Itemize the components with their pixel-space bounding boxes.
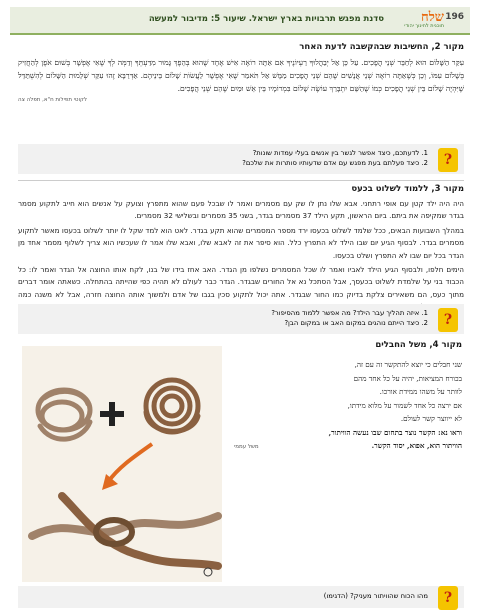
question-item: 2. כיצד הייתם נוהגים במקום האב או במקום הבן? [284,319,428,327]
question-item: 1. איזה תהליך עבר הילד? מה אפשר ללמוד מהסיפור? [271,309,428,317]
logo: שלח [421,10,444,25]
poem-line: אם ירצה כל אחד לשמור על מלוא מידתו, [347,400,462,410]
questions-list-2 [271,308,428,328]
questions-box-3 [18,586,464,608]
poem-line: הוויתור הוא, אפוא, יסוד הקשר. [371,441,462,450]
poem-line: לוותר על משהו ממידת אורכו. [379,387,462,396]
logo-subtitle: תוכנית לחינוך יהודי [404,23,444,29]
source-4-title-block [234,340,462,354]
poem-line: לא ייווצר קשר לעולם. [400,414,462,423]
questions-box-2 [18,304,464,334]
question-icon: ? [438,308,458,332]
source-2-attribution: לקוטי תפילות ח"א, תפלה צה [18,97,88,103]
source-3-paragraph: הימים חלפו, ולבסוף הגיע הילד לאביו ואמר לו שכל המסמרים נשלפו מן הגדר. האב אחז בידו של בנו, לקח אותו החוצה אל הגדר ואמר לו: כל הכבוד בני על שלמדת לשלוט בכעסך, אבל הסתכל נא אל החורים שבגדר. הגדר כבר לעולם לא תהיה כפי שהייתה בהתחלה. כשאתה אומר דברים מתוך כעס, הם משאירים צלקת בדיוק כמו החור שבגדר. אתה יכול לתקוע סכין בגבו של אדם ולמשוך אותה החוצה חזרה, אבל לא משנה כמה [18,265,464,299]
source-2 [18,42,464,103]
questions-box-1 [18,144,464,174]
source-3 [18,184,464,320]
page-number: 196 [445,12,464,22]
page-header [10,7,470,35]
poem-line: שני חבלים כי יוצא להתקשר זה עם זה, [354,360,462,369]
source-2-text: עִקַּר הַשָּׁלוֹם הוּא לְחַבֵּר שְׁנֵי הֲפָכִים. עַל כֵּן אַל יְבַהֲלוּךָ רַעְיוֹנֶיךָ אִם אַתָּה רוֹאֶה אִישׁ אֶחָד שֶׁהוּא בְּהֵפֶךְ גָּמוּר מִדַּעְתְּךָ וְדַמְּה לְךָ שֶׁאִי אֶפְשָׁר בְּשׁוּם אֹפֶן לְהַחֲזִיק בְּשָׁלוֹם עִמּוֹ, וְכֵן כְּשֶׁאַתָּה רוֹאֶה שְׁנֵי אֲנָשִׁים שֶׁהֵם שְׁנֵי הֲפָכִים מַמָּשׁ אַל תֹּאמַר שֶׁאִי אֶפְשָׁר לַעֲשׂוֹת שָׁלוֹם בֵּינֵיהֶם. אַדְּרַבָּא זֶהוּ עִקַּר שְׁלֵמוּת הַשָּׁלוֹם לְהִשְׁתַּדֵּל שֶׁיִּהְיֶה שָׁלוֹם בֵּין שְׁנֵי הֲפָכִים כְּמוֹ שֶׁהַשֵּׁם יִתְבָּרַךְ עוֹשֶׂה שָׁלוֹם בִּמְרוֹמָיו בֵּין אֵשׁ וּמַיִם שֶׁהֵם שְׁנֵי הֲפָכִים. [18,58,464,93]
source-4-attribution: משל עממי [234,443,259,450]
footer-question: מהו הכוח שהוויתור מעניק? (הדגימו) [323,592,428,600]
poem-line: וראו נא: הקשר נוצר בתחום שבו נעשה הוויתור, [328,427,462,437]
source-3-paragraph: היה היה ילד קטן עם אופי רתחני. אבא שלו נתן לו שק עם מסמרים ואמר לו שבכל פעם שהוא מתפרץ וצועק על אנשים הוא חייב לתקוע מסמר בגדר שמקיפה את ביתם. ביום הראשון, תקע הילד 37 מסמרים בגדר, בשני 35 מסמרים ובשלישי 32 מסמרים. [18,199,464,221]
series-title: סדנת מפגש תרבויות בארץ ישראל. שיעור 5: מדיבור למעשה [148,14,384,24]
question-item: 1. לדעתכם, כיצד אפשר לגשר בין אנשים בעלי עמדות שונות? [252,149,428,157]
source-3-title: מקור 3, ללמוד לשלוט בכעס [351,184,464,194]
question-icon: ? [438,586,458,610]
ropes-illustration [22,346,222,582]
question-item: 2. כיצד פעלתם בעת מפגש עם אדם שדעותיו סותרות את שלכם? [242,159,428,167]
divider [18,180,464,181]
source-4-text [234,358,462,454]
source-2-title: מקור 2, החשיבות שבהקשבה לדעת האחר [299,42,464,52]
question-icon: ? [438,148,458,172]
poem-line: בכורח המציאות, יהיה על כל אחד מהם [353,373,462,383]
questions-list-1 [242,148,428,168]
source-3-paragraph: במהלך השבועות הבאים, ככל שלמד לשלוט בכעסו ירד מספר המסמרים שהוא תקע בגדר. לאט הוא למד שקל לו יותר לשלוט בכעסו מאשר לתקוע מסמרים בגדר. לבסוף הגיע יום שבו הילד לא התפרץ כלל. הוא סיפר את זה לאבא שלו, ואבא שלו אמר לו שעכשיו הוא צריך לשלוף מסמר אחד מן הגדר בכל יום שבו לא התפרץ ושלט בכעסו. [18,225,464,260]
source-4-title: מקור 4, משל החבלים [375,340,462,350]
